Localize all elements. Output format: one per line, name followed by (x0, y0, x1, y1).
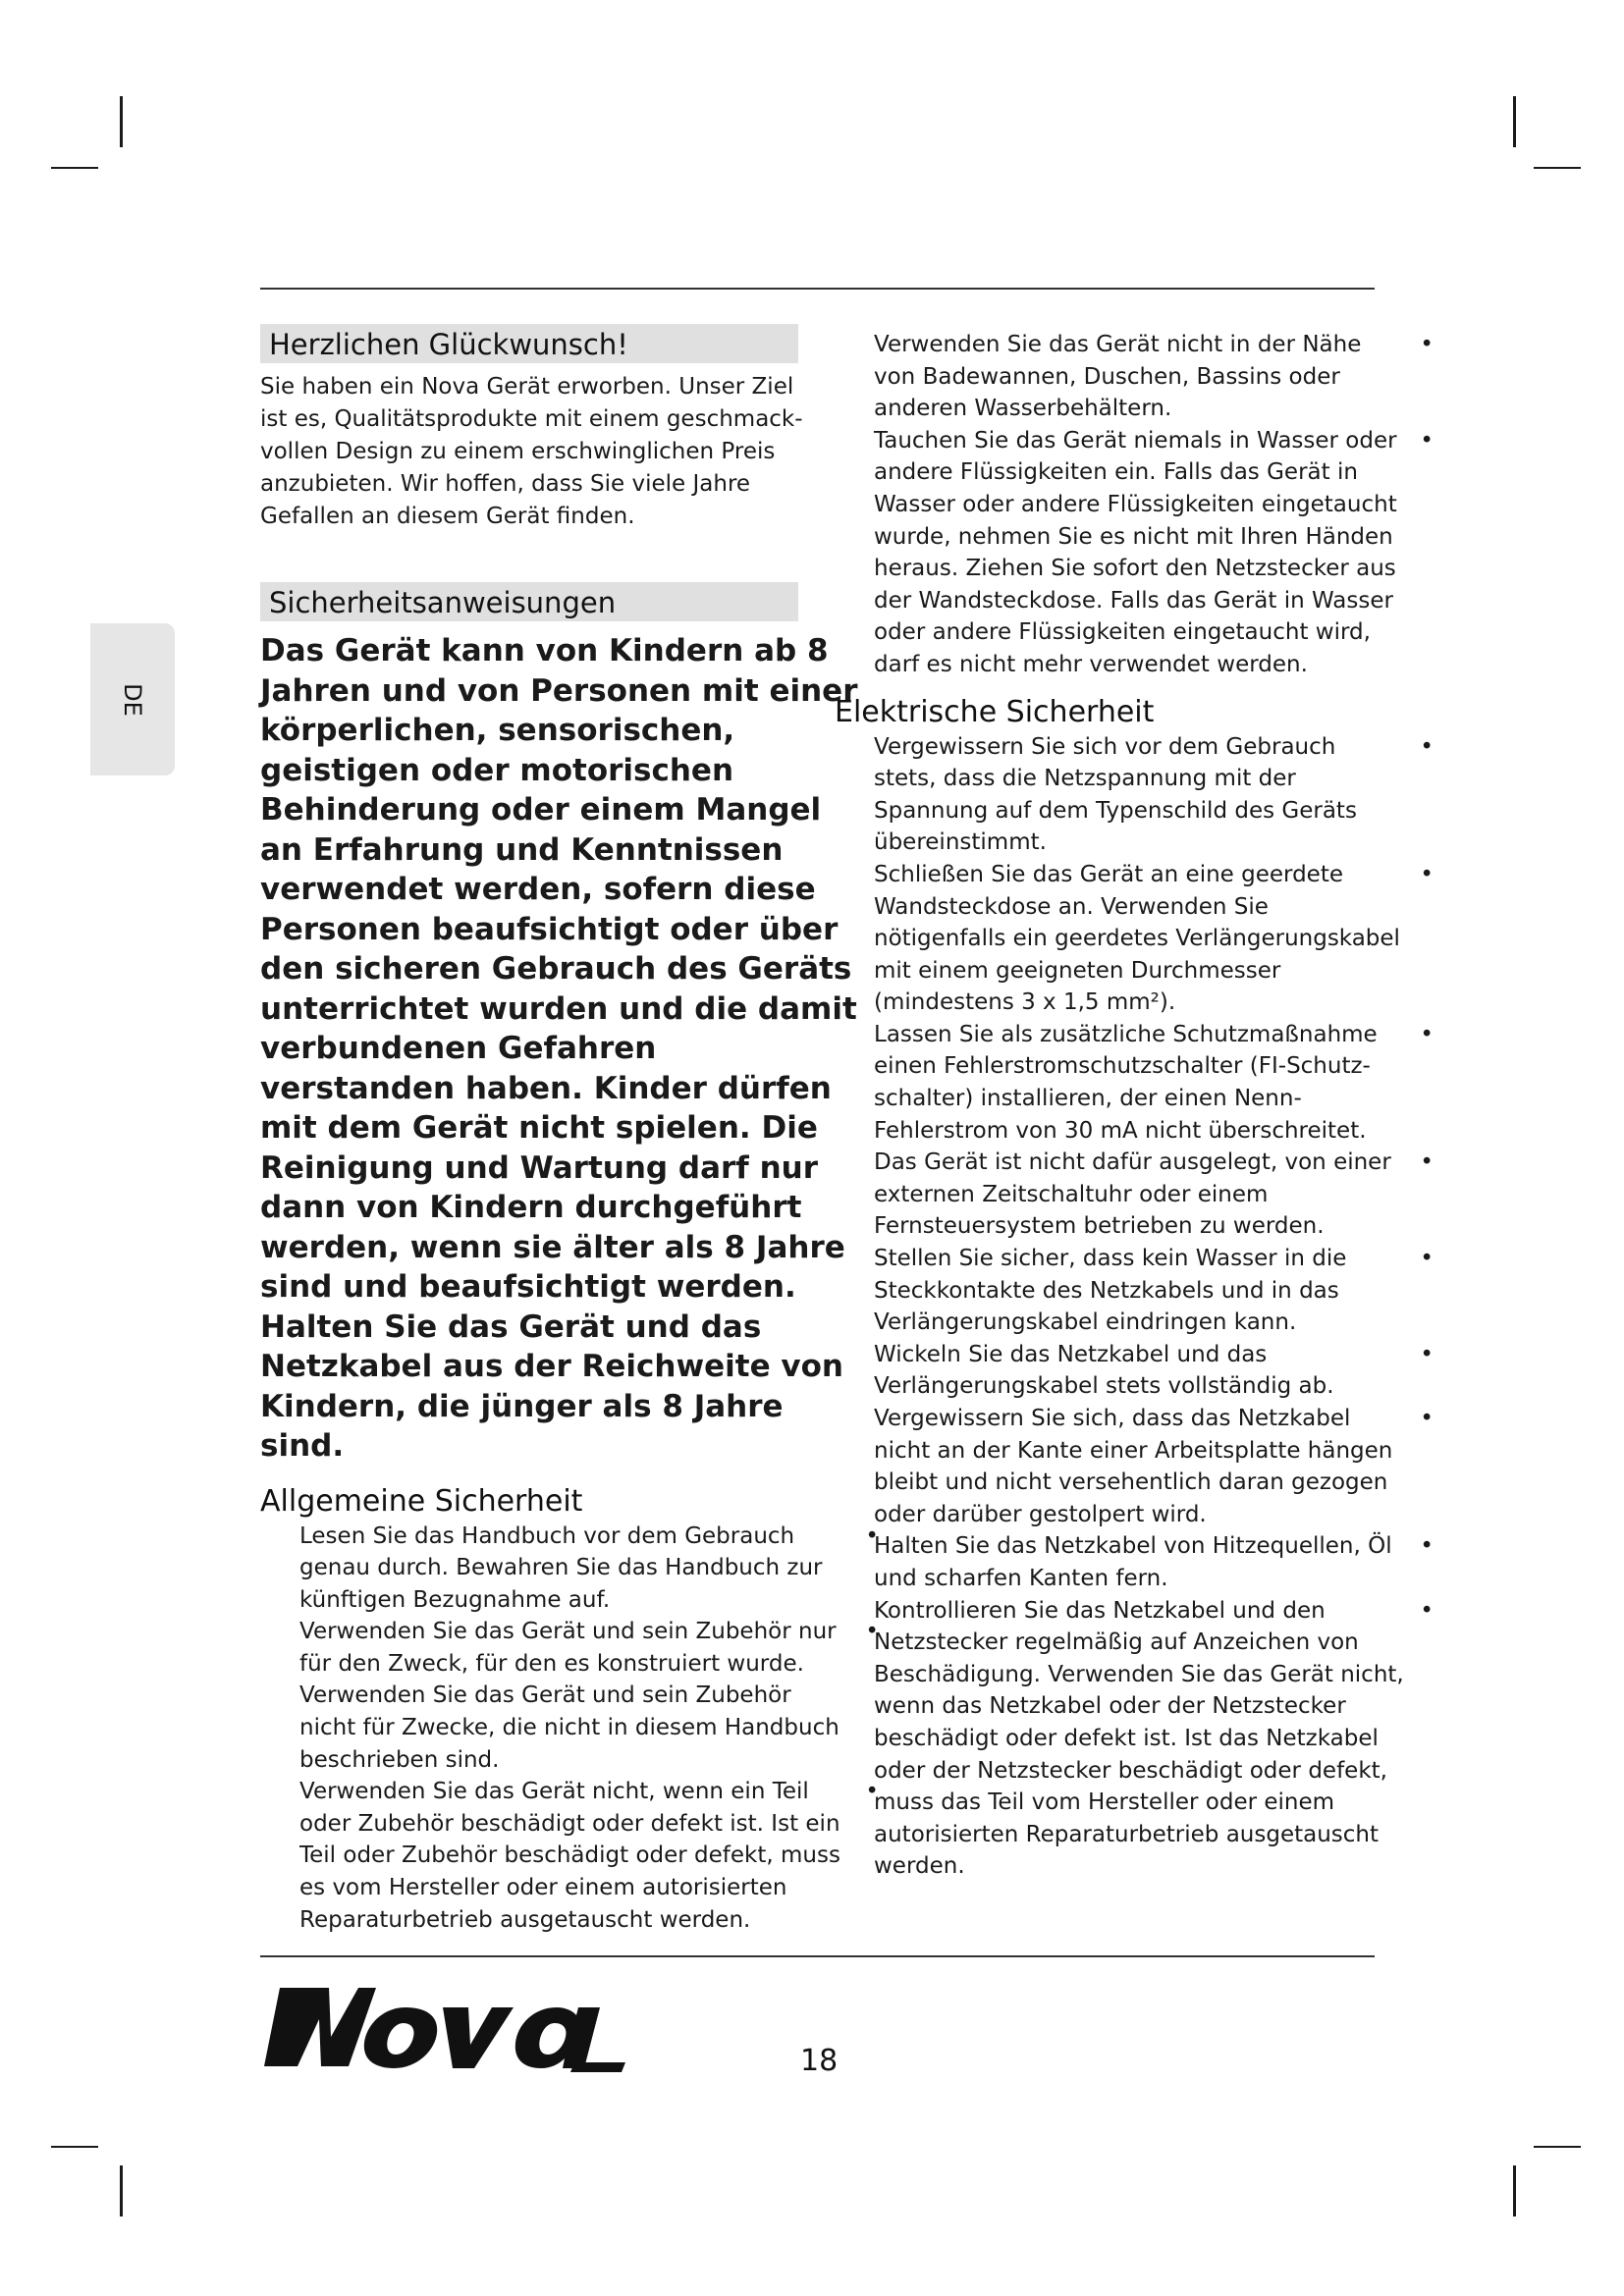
bullet-icon: • (1420, 733, 1434, 760)
bullet-icon: • (1420, 1406, 1434, 1431)
language-tab (90, 623, 175, 775)
list-item: Schließen Sie das Gerät an eine geerdete Wandsteckdose an. Verwenden Sie nötigenfalls ein geerdetes Verlängerungskabel mit einem geeigneten Durchmesser (mindestens 3 x 1,5 mm²). • (874, 859, 1434, 1019)
bullet-icon: • (865, 1779, 879, 1805)
page-number: 18 (800, 2044, 839, 2078)
general-safety-heading: Allgemeine Sicherheit (260, 1483, 583, 1519)
left-column (260, 324, 879, 1936)
electrical-safety-heading: Elektrische Sicherheit (835, 694, 1155, 729)
crop-mark (51, 167, 98, 169)
list-item: Verwenden Sie das Gerät nicht in der Nähe von Badewannen, Duschen, Bassins oder anderen Wasserbehältern. • (874, 329, 1434, 425)
list-item: Kontrollieren Sie das Netzkabel und den Netzstecker regelmäßig auf Anzeichen von Beschädigung. Verwenden Sie das Gerät nicht, wenn das Netzkabel oder der Netzstecker beschädigt oder defekt ist. Ist das Netzkabel oder der Netzstecker beschädigt oder defekt, muss das Teil vom Hersteller oder einem autorisierten Reparaturbetrieb ausgetauscht werden. • (874, 1595, 1434, 1883)
list-item: Vergewissern Sie sich vor dem Gebrauch stets, dass die Netzspannung mit der Spannung auf dem Typenschild des Geräts übereinstimmt. • (874, 731, 1434, 859)
language-tab-label: DE (119, 682, 146, 717)
list-item: Lassen Sie als zusätzliche Schutzmaßnahme einen Fehlerstromschutzschalter (FI-Schutz-schalter) installieren, der einen Nenn-Fehlerstrom von 30 mA nicht überschreitet. • (874, 1019, 1434, 1147)
bullet-icon: • (865, 1522, 879, 1549)
bullet-icon: • (1420, 861, 1434, 887)
crop-mark (1534, 167, 1581, 169)
list-item: Vergewissern Sie sich, dass das Netzkabel nicht an der Kante einer Arbeitsplatte hängen bleibt und nicht versehentlich daran gezogen oder darüber gestolpert wird. • (874, 1403, 1434, 1530)
crop-mark (51, 2146, 98, 2148)
crop-mark (120, 2165, 123, 2216)
bullet-icon: • (1420, 1021, 1434, 1047)
list-item: Verwenden Sie das Gerät nicht, wenn ein Teil oder Zubehör beschädigt oder defekt ist. Ist ein Teil oder Zubehör beschädigt oder defekt, muss es vom Hersteller oder einem autorisierten Reparaturbetrieb ausgetauscht werden. • (299, 1776, 879, 1936)
safety-heading: Sicherheitsanweisungen (260, 582, 798, 621)
crop-mark (1534, 2146, 1581, 2148)
svg-text:Nova: Nova (260, 1978, 263, 1979)
bullet-icon: • (1420, 1597, 1434, 1624)
bottom-rule (260, 1955, 1375, 1957)
top-rule (260, 288, 1375, 290)
safety-warning: Das Gerät kann von Kindern ab 8 Jahren und von Personen mit einer körperlichen, sensorischen, geistigen oder motorischen Behinderung oder einem Mangel an Erfahrung und Kenntnissen verwendet werden, sofern diese Personen beaufsichtigt oder über den sicheren Gebrauch des Geräts unterrichtet wurden und die damit verbundenen Gefahren verstanden haben. Kinder dürfen mit dem Gerät nicht spielen. Die Reinigung und Wartung darf nur dann von Kindern durchgeführt werden, wenn sie älter als 8 Jahre sind und beaufsichtigt werden. Halten Sie das Gerät und das Netzkabel aus der Reichweite von Kindern, die jünger als 8 Jahre sind. (260, 633, 858, 1464)
list-item: Wickeln Sie das Netzkabel und das Verlängerungskabel stets vollständig ab. • (874, 1339, 1434, 1403)
crop-mark (1513, 2165, 1516, 2216)
bullet-icon: • (1420, 1533, 1434, 1560)
bullet-icon: • (1420, 1149, 1434, 1176)
bullet-icon: • (1420, 1246, 1434, 1272)
crop-mark (120, 96, 123, 147)
congrats-text: Sie haben ein Nova Gerät erworben. Unser Ziel ist es, Qualitätsprodukte mit einem geschmack-vollen Design zu einem erschwinglichen Preis anzubieten. Wir hoffen, dass Sie viele Jahre Gefallen an diesem Gerät finden. (260, 374, 803, 529)
list-item: Tauchen Sie das Gerät niemals in Wasser oder andere Flüssigkeiten ein. Falls das Gerät in Wasser oder andere Flüssigkeiten eingetaucht wurde, nehmen Sie es nicht mit Ihren Händen heraus. Ziehen Sie sofort den Netzstecker aus der Wandsteckdose. Falls das Gerät in Wasser oder andere Flüssigkeiten eingetaucht wird, darf es nicht mehr verwendet werden. • (874, 425, 1434, 681)
water-safety-list (874, 329, 1434, 681)
electrical-safety-list (874, 731, 1434, 1883)
congrats-heading: Herzlichen Glückwunsch! (260, 324, 798, 363)
bullet-icon: • (865, 1619, 879, 1645)
list-item: Stellen Sie sicher, dass kein Wasser in die Steckkontakte des Netzkabels und in das Verlängerungskabel eindringen kann. • (874, 1243, 1434, 1339)
nova-logo (260, 1978, 628, 2076)
list-item: Lesen Sie das Handbuch vor dem Gebrauch genau durch. Bewahren Sie das Handbuch zur künftigen Bezugnahme auf. • (299, 1521, 879, 1617)
bullet-icon: • (1420, 1341, 1434, 1367)
general-safety-list (299, 1521, 879, 1937)
bullet-icon: • (1420, 332, 1434, 357)
bullet-icon: • (1420, 427, 1434, 454)
list-item: Das Gerät ist nicht dafür ausgelegt, von einer externen Zeitschaltuhr oder einem Fernsteuersystem betrieben zu werden. • (874, 1147, 1434, 1243)
list-item: Verwenden Sie das Gerät und sein Zubehör nur für den Zweck, für den es konstruiert wurde. Verwenden Sie das Gerät und sein Zubehör nicht für Zwecke, die nicht in diesem Handbuch beschrieben sind. • (299, 1616, 879, 1776)
right-column (835, 329, 1434, 1883)
list-item: Halten Sie das Netzkabel von Hitzequellen, Öl und scharfen Kanten fern. • (874, 1530, 1434, 1594)
crop-mark (1513, 96, 1516, 147)
